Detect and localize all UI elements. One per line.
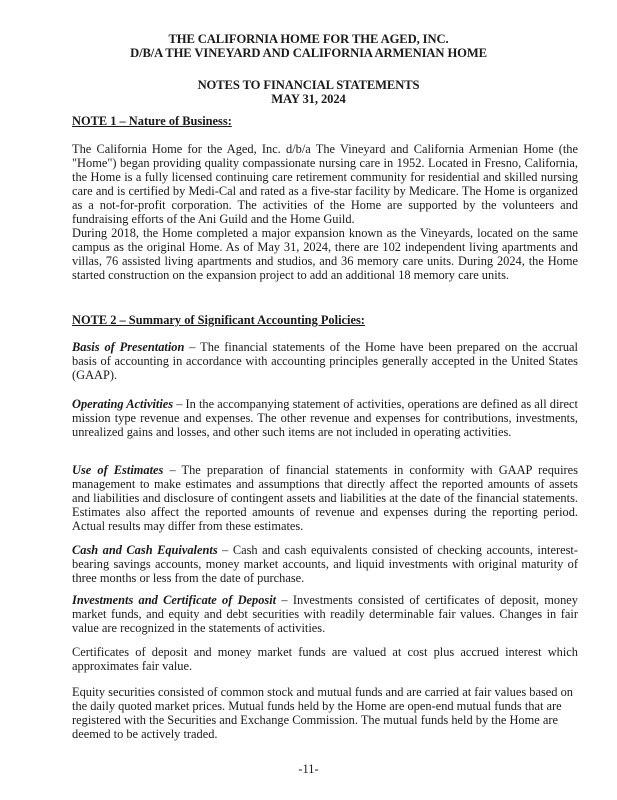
policy-basis-of-presentation <box>72 340 578 382</box>
note1-paragraph-1: The California Home for the Aged, Inc. d/b/a The Vineyard and California Armenian Home (the "Home") began providing quality compassionate nursing care in 1952. Located in Fresno, California, the Home is a fully licensed continuing care retirement community for residential and skilled nursing care and is certified by Medi-Cal and rated as a five-star facility by Medicare. The Home is organized as a not-for-profit corporation. The activities of the Home are supported by the volunteers and fundraising efforts of the Ani Guild and the Home Guild. <box>72 142 578 226</box>
policy-operating-activities <box>72 397 578 439</box>
policy-cash-equivalents <box>72 543 578 585</box>
policy-heading: Investments and Certificate of Deposit <box>72 593 277 607</box>
policy-text: – Cash and cash equivalents consisted of checking accounts, interest-bearing savings accounts, money market accounts, and liquid investments with original maturity of three months or less from the date of purchase. <box>72 543 578 585</box>
policy-text: – Investments consisted of certificates of deposit, money market funds, and equity and debt securities with readily determinable fair values. Changes in fair value are recognized in the statements of activities. <box>72 593 578 635</box>
policy-heading: Basis of Presentation <box>72 340 185 354</box>
page-number: -11- <box>298 762 319 776</box>
organization-name: THE CALIFORNIA HOME FOR THE AGED, INC. <box>168 32 449 46</box>
policy-text: – In the accompanying statement of activities, operations are defined as all direct mission type revenue and expenses. The other revenue and expenses for contributions, investments, unrealized gains and losses, and other such items are not included in operating activities. <box>72 397 578 439</box>
policy-text: – The financial statements of the Home have been prepared on the accrual basis of accounting in accordance with accounting principles generally accepted in the United States (GAAP). <box>72 340 578 382</box>
note2-heading: NOTE 2 – Summary of Significant Accounting Policies: <box>72 313 365 327</box>
policy-heading: Operating Activities <box>72 397 174 411</box>
certificates-paragraph: Certificates of deposit and money market funds are valued at cost plus accrued interest which approximates fair value. <box>72 645 578 673</box>
policy-heading: Use of Estimates <box>72 463 164 477</box>
note1-heading: NOTE 1 – Nature of Business: <box>72 114 232 128</box>
organization-dba: D/B/A THE VINEYARD AND CALIFORNIA ARMENIAN HOME <box>130 46 487 60</box>
policy-text: – The preparation of financial statements in conformity with GAAP requires management to make estimates and assumptions that directly affect the reported amounts of assets and liabilities and disclosure of contingent assets and liabilities at the date of the financial statements. Estimates also affect the reported amounts of revenue and expenses during the reporting period. Actual results may differ from these estimates. <box>72 463 578 533</box>
policy-investments <box>72 593 578 635</box>
policy-use-of-estimates <box>72 463 578 533</box>
policy-heading: Cash and Cash Equivalents <box>72 543 218 557</box>
document-title: NOTES TO FINANCIAL STATEMENTS <box>197 78 420 92</box>
note1-paragraph-2: During 2018, the Home completed a major expansion known as the Vineyards, located on the same campus as the original Home. As of May 31, 2024, there are 102 independent living apartments and villas, 76 assisted living apartments and studios, and 36 memory care units. During 2024, the Home started construction on the expansion project to add an additional 18 memory care units. <box>72 226 578 282</box>
equity-securities-paragraph: Equity securities consisted of common stock and mutual funds and are carried at fair values based on the daily quoted market prices. Mutual funds held by the Home are open-end mutual funds that are registered with the Securities and Exchange Commission. The mutual funds held by the Home are deemed to be actively traded. <box>72 685 573 741</box>
document-date: MAY 31, 2024 <box>271 92 346 106</box>
